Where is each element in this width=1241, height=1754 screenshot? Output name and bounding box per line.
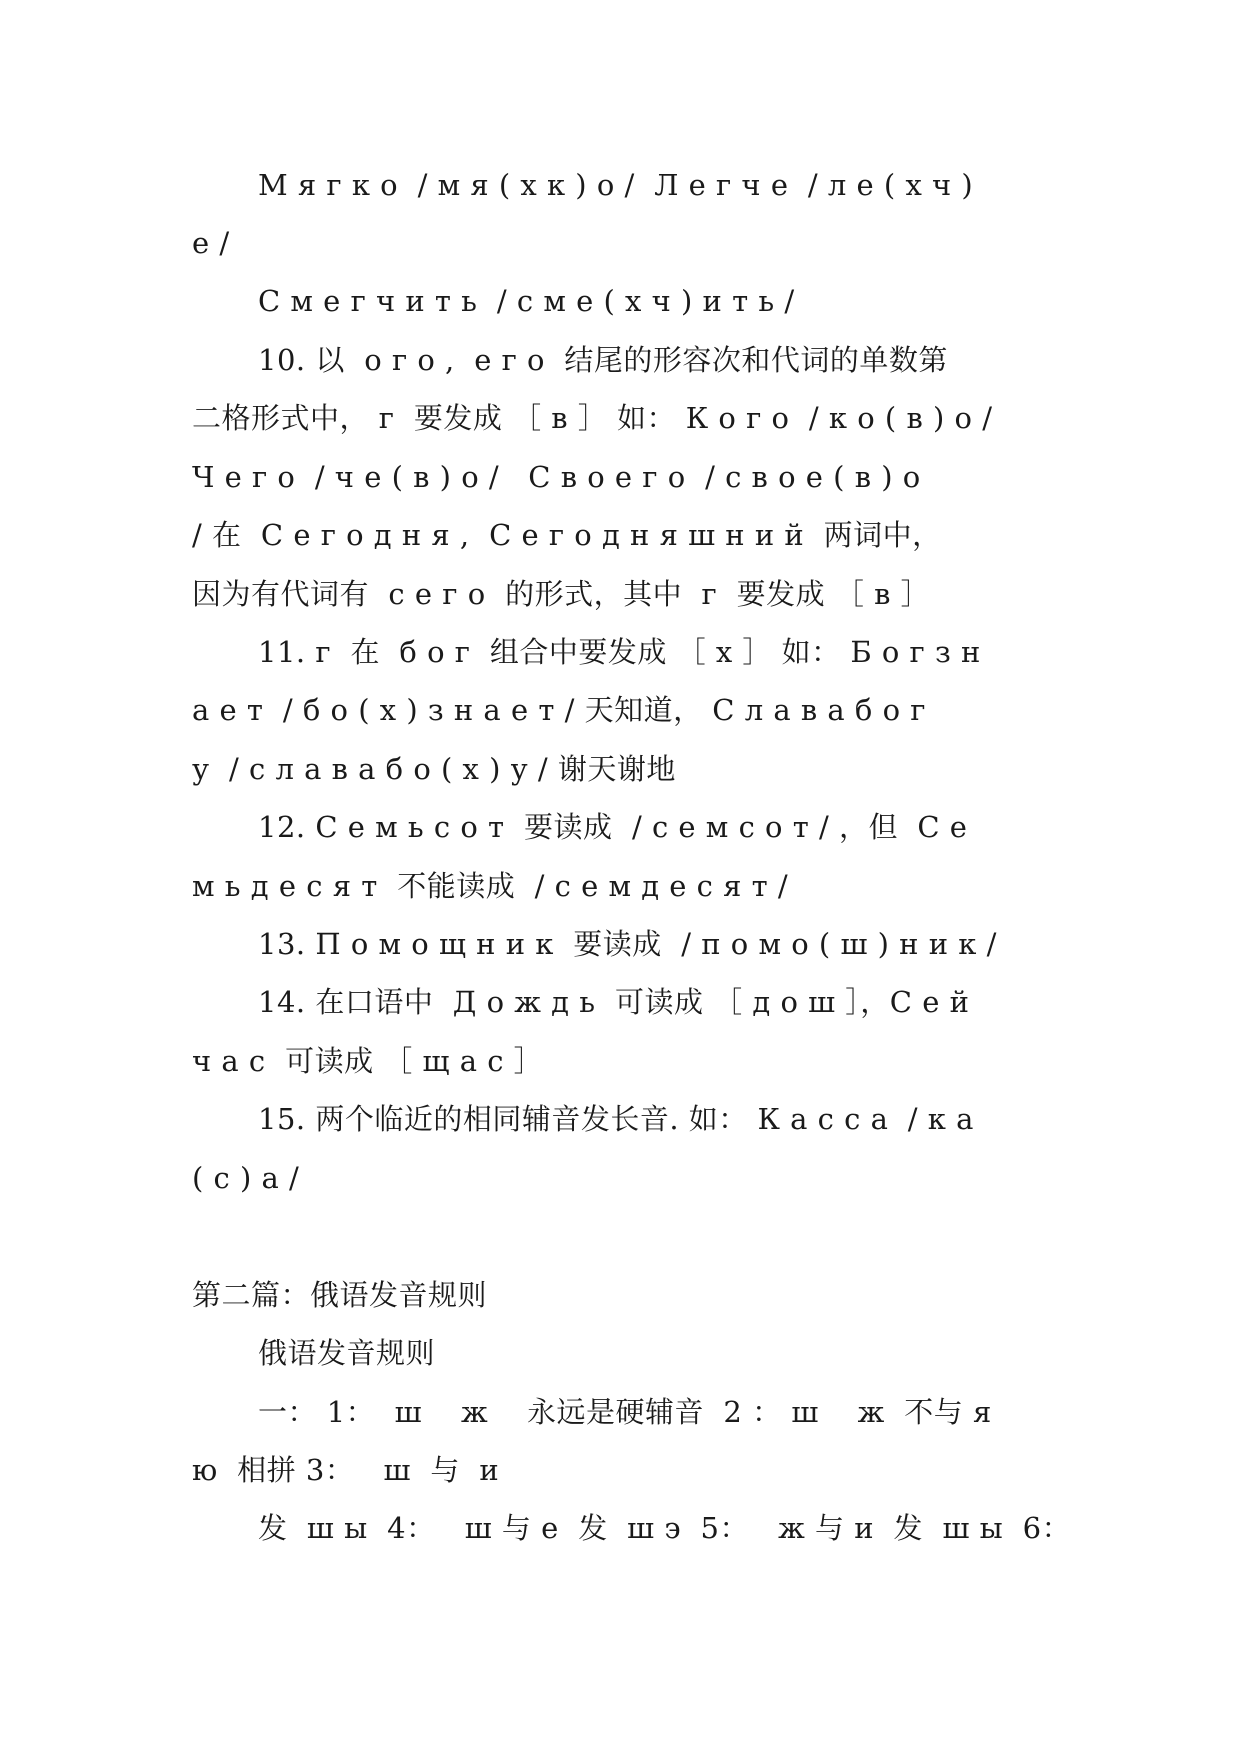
text-line: 11. г 在 б о г 组合中要发成 ［ х ］ 如： Б о г з н xyxy=(258,635,981,669)
text-line: 10. 以 о г о , е г о 结尾的形容次和代词的单数第 xyxy=(258,343,948,377)
text-line: М я г к о / м я ( х к ) о / Л е г ч е / л е ( х ч ) xyxy=(258,168,974,202)
text-line: 发 ш ы 4： ш 与 е 发 ш э 5： ж 与 и 发 ш ы 6： xyxy=(258,1511,1072,1545)
text-line: м ь д е с я т 不能读成 / с е м д е с я т / xyxy=(192,869,789,903)
text-line: Ч е г о / ч е ( в ) о / С в о е г о / с в о е ( в ) о xyxy=(192,460,921,494)
section-heading: 第二篇：俄语发音规则 xyxy=(192,1278,488,1312)
text-line: 13. П о м о щ н и к 要读成 / п о м о ( ш ) н и к / xyxy=(258,927,997,961)
text-line: 14. 在口语中 Д о ж д ь 可读成 ［ д о ш ］，С е й xyxy=(258,985,970,1019)
text-line: 12. С е м ь с о т 要读成 / с е м с о т / ，但 С е xyxy=(258,810,968,844)
section-subheading: 俄语发音规则 xyxy=(258,1336,436,1370)
text-line: а е т / б о ( х ) з н а е т / 天知道， С л а в а б о г xyxy=(192,693,926,727)
text-line: 一： 1： ш ж 永远是硬辅音 2 ： ш ж 不与 я xyxy=(258,1395,992,1429)
text-line: 因为有代词有 с е г о 的形式，其中 г 要发成 ［ в ］ xyxy=(192,577,931,611)
text-line: е / xyxy=(192,226,230,260)
text-line: / 在 С е г о д н я , С е г о д н я ш н и й 两词中， xyxy=(192,518,942,552)
text-line: С м е г ч и т ь / с м е ( х ч ) и т ь / xyxy=(258,284,795,318)
text-line: 二格形式中， г 要发成 ［ в ］ 如： К о г о / к о ( в ) о / xyxy=(192,401,993,435)
text-line: ю 相拼 3： ш 与 и xyxy=(192,1453,500,1487)
text-line: 15. 两个临近的相同辅音发长音. 如： К а с с а / к а xyxy=(258,1102,974,1136)
text-line: ч а с 可读成 ［ щ а с ］ xyxy=(192,1044,544,1078)
text-line: ( с ) а / xyxy=(192,1161,300,1195)
text-line: у / с л а в а б о ( х ) у / 谢天谢地 xyxy=(192,752,676,786)
